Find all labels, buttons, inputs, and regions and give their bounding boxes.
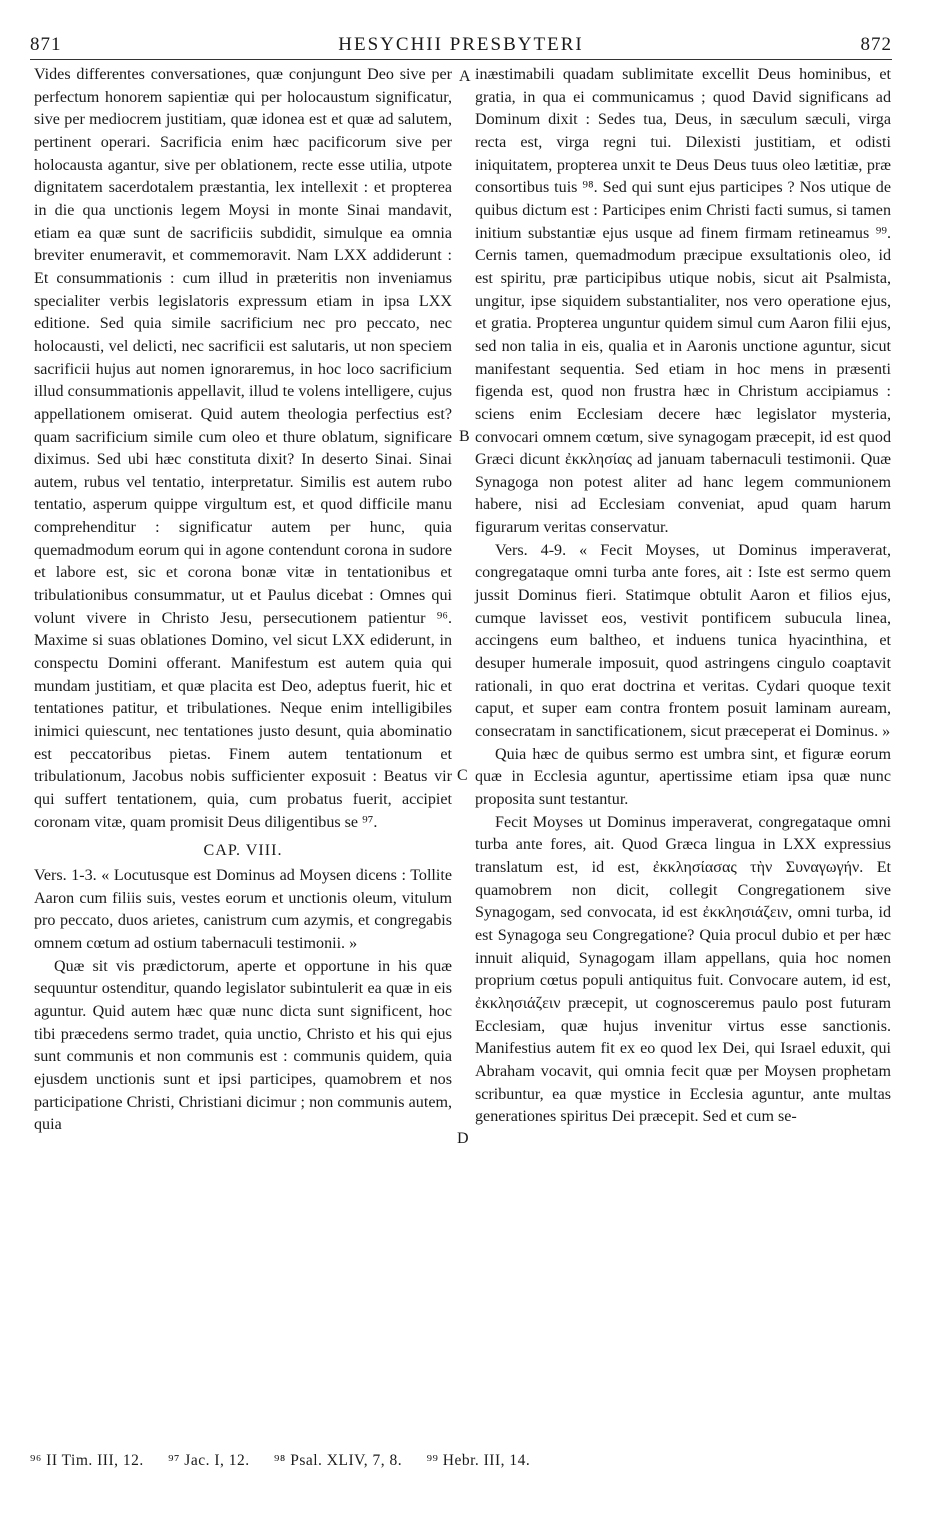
left-paragraph-3: Quæ sit vis prædictorum, aperte et opportune in his quæ sequuntur ostenditur, quando legislator subintulerit ea quæ in eis aguntur. Quid autem hæc quæ nunc dicta sunt significent, hoc tibi præcedens sermo tradet, quia unctio, Christo et his qui ejus sunt communis et non communis est : communis quidem, quia ejusdem unctionis sunt et ipsi participes, quamobrem et nos participatione Christi, Christiani dicimur ; non communis autem, quia <box>34 957 452 1134</box>
margin-letter-b: B <box>459 428 470 445</box>
running-title: HESYCHII PRESBYTERI <box>338 34 584 55</box>
left-verse-paragraph: Vers. 1-3. « Locutusque est Dominus ad Moysen dicens : Tollite Aaron cum filiis suis, vestes eorum et unctionis oleum, vitulum pro peccato, duos arietes, canistrum cum azymis, et congregabis omnem cœtum ad ostium tabernaculi testimonii. » <box>34 866 452 952</box>
right-verse-paragraph: Vers. 4-9. « Fecit Moyses, ut Dominus imperaverat, congregataque omni turba ante fores, ait : Iste est sermo quem jussit Dominus fieri. Statimque obtulit Aaron et filios ejus, cumque lavisset eos, vestivit pontificem subucula linea, accingens eum baltheo, et induens tunica hyacinthina, et desuper humerale imposuit, quod astringens cingulo coaptavit rationali, in quo erat doctrina et veritas. Cydari quoque texit caput, et super eam contra frontem posuit laminam auream, consecratam in sanctificationem, sicut præceperat ei Dominus. » <box>475 541 891 741</box>
column-number-left: 871 <box>30 34 62 55</box>
footnote-96: ⁹⁶ II Tim. III, 12. <box>30 1452 144 1469</box>
header-rule <box>30 59 892 60</box>
chapter-heading: CAP. VIII. <box>203 842 283 860</box>
footnote-98: ⁹⁸ Psal. XLIV, 7, 8. <box>274 1452 403 1469</box>
left-column <box>34 64 452 1137</box>
footnote-99: ⁹⁹ Hebr. III, 14. <box>426 1452 531 1469</box>
footnote-97: ⁹⁷ Jac. I, 12. <box>168 1452 250 1469</box>
margin-letter-a: A <box>459 68 471 85</box>
left-paragraph-1: Vides differentes conversationes, quæ conjungunt Deo sive per perfectum honorem sapientiæ qui per holocaustum significatur, sive per mediocrem justitiam, quæ idonea est et quæ ad salutem, pertinent operari. Sacrificia enim hæc pacificorum sive per holocausta agantur, sive per oblationem, recte esse utilia, utpote dignitatem sacerdotalem præstantia, lex intellexit : et propterea in die qua unctionis legem Moysi in monte Sinai mandavit, etiam ea quæ sunt de sacrificiis subdidit, simulque ea omnia breviter enumeravit, et commemoravit. Nam LXX addiderunt : Et consummationis : cum illud in præteritis non inveniamus specialiter verbis legislatoris expressum etiam in ipsa LXX editione. Sed quia simile sacrificium nec pro peccato, nec holocausti, vel delicti, nec sacrificii est salutaris, ut non speciem sacrificii hujus aut nomen ignoraremus, in hoc loco sacrificium illud consummationis appellavit, illud te volens intelligere, cujus appellationem omiserat. Quid autem theologia perfectius est? quam sacrificium simile cum oleo et thure oblatum, significare diximus. Sed ubi hæc constituta dixit? In deserto Sinai. Sinai autem, rubus vel tentatio, interpretatur. Similis est autem rubo tentatio, asperum quippe virgultum est, et quod difficile manu comprehenditur : significatur autem per hunc, quia quemadmodum eorum qui in agone contendunt corona in sudore et labore est, sic et corona bonæ vitæ in tentationibus et tribulationibus consummatur, ut et Paulus dicebat : Omnes qui volunt vivere in Christo Jesu, persecutionem patientur ⁹⁶. Maxime si suas oblationes Domino, vel sicut LXX ediderunt, in conspectu Domini offerant. Manifestum est autem quia qui mundam justitiam, et quæ placita est Deo, adeptus fuerit, hic et tentationes patitur, et tribulationes. Neque enim intelligibiles inimici quiescunt, nec tentationes justo desunt, quia abominatio est peccatoribus pietas. Finem autem tentationum et tribulationum, Jacobus nobis sufficienter exposuit : Beatus vir qui suffert tentationem, quia, cum probatus fuerit, accipiet coronam vitæ, quam promisit Deus diligentibus se ⁹⁷. <box>34 66 452 831</box>
right-paragraph-3: Quia hæc de quibus sermo est umbra sint, et figuræ eorum quæ in Ecclesia aguntur, apertissime etiam ipsa quæ nunc proposita sunt testantur. <box>475 745 891 808</box>
running-header <box>30 34 892 58</box>
footnotes <box>30 1452 892 1470</box>
right-column <box>475 64 891 1129</box>
margin-letter-c: C <box>457 767 468 784</box>
right-paragraph-1: inæstimabili quadam sublimitate excellit Deus hominibus, et gratia, in qua ei communicamus ; quod David significans ad Dominum dixit : Sedes tua, Deus, in sæculum sæculi, virga recta est, virga regni tui. Dilexisti justitiam, et odisti iniquitatem, propterea unxit te Deus Deus tuus oleo lætitiæ, præ consortibus tuis ⁹⁸. Sed qui sunt ejus participes ? Nos utique de quibus dictum est : Participes enim Christi facti sumus, si tamen initium substantiæ ejus usque ad finem firmam retineamus ⁹⁹. Cernis tamen, quemadmodum præcipue exsultationis oleo, id est spiritu, præ participibus utique nobis, sicut ait Psalmista, ungitur, ipse siquidem substantialiter, nos vero operatione ejus, et gratia. Propterea unguntur quidem simul cum Aaron filii ejus, sed non talia in eis, qualia et in Aaronis unctione aguntur, sicut manifestant sequentia. Sed etiam in hoc mens in præsenti figenda est, quod non frustra hæc in Christum accipiamus : sciens enim Ecclesiam decere hæc legislator mysteria, convocari omnem cœtum, sive synagogam præcepit, id est quod Græci dicunt ἐκκλησίας ad januam tabernaculi testimonii. Quæ Synagoga non potest aliter ad hanc legem communionem habere, nisi ad Ecclesiam conveniat, apud quam harum figurarum veritas conservatur. <box>475 66 891 537</box>
column-number-right: 872 <box>860 34 892 55</box>
right-paragraph-4: Fecit Moyses ut Dominus imperaverat, congregataque omni turba ante fores, ait. Quod Græca lingua in LXX expressius translatum est, id est, ἐκκλησίασας τὴν Συναγωγήν. Et quamobrem non dicit, collegit Congregationem sive Synagogam, sed convocata, id est ἐκκλησιάζειν, omni turba, id est Synagoga seu Congregatione? Quia procul dubio et per hæc innuit aliquid, Synagogam illam appellans, quia hoc nomen proprium cœtus populi antiquitus fuit. Convocare autem, id est, ἐκκλησιάζειν præcepit, ut cognosceremus paulo post futuram Ecclesiam, quæ hujus invenitur virtus esse sanctionis. Manifestius autem fit ex eo quod lex Dei, qui Israel eduxit, qui Abraham vocavit, qui omnia fecit quæ per Moysen prophetam scribuntur, ea quæ mystice in Ecclesia aguntur, ante multas generationes spiritus Dei præcepit. Sed et cum se- <box>475 813 891 1126</box>
margin-letter-d: D <box>457 1130 469 1147</box>
